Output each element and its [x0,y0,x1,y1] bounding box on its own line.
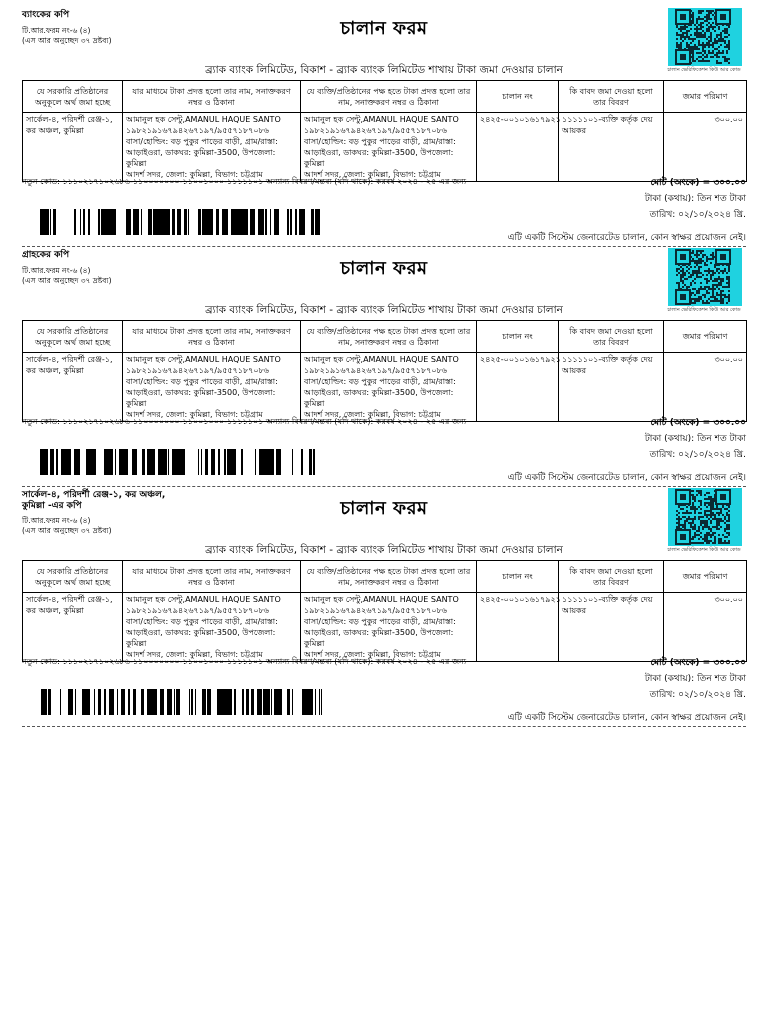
payer-address-1: বাসা/হোল্ডিং: বড় পুকুর পাড়ের বাড়ী, গ্রাম/রাস্তা: [304,617,456,626]
code-line: নতুন কোড: ১১১০২১৭১০২৬৮৬-১১০০০০০০০-১১০০১০০০-১১১১১০১ অন্যান্য বিবরণ/মন্তব্য (যদি থাকে): করবর্ষ ২০২৪ - ২৫ এর জন্য [22,657,467,666]
depositor-address-2: আড়াইওরা, ডাকঘর: কুমিল্লা-3500, উপজেলা: কুমিল্লা [126,388,276,408]
depositor-id: ১৯৮২১৯১৬৭৯৪২৬৭১৯৭/৯৫৫৭১৮৭০৮৬ [126,126,269,135]
header-institution: যে সরকারি প্রতিষ্ঠানের অনুকূলে অর্থ জমা হচ্ছে [23,81,123,113]
cell-on-behalf [301,353,477,422]
total-figures: মোট (অংকে) = ৩০০.০০ [650,658,746,668]
total-figures: মোট (অংকে) = ৩০০.০০ [650,418,746,428]
header-depositor: যার মাধ্যমে টাকা প্রদত্ত হলো তার নাম, সনাক্তকরণ নম্বর ও ঠিকানা [123,321,301,353]
copy-heading-line: ব্যাংকের কপি [22,10,70,20]
depositor-name: আমানুল হক সেন্টু,AMANUL HAQUE SANTO [126,115,281,124]
form-title: চালান ফরম [340,498,428,519]
challan-table [22,80,747,182]
header-challan-no: চালান নং [477,321,559,353]
form-number: টি.আর.ফরম নং-৬ (৪) [22,26,91,35]
rule-reference: (এস আর অনুচ্ছেদ ৩৭ দ্রষ্টব্য) [22,35,112,45]
rule-reference: (এস আর অনুচ্ছেদ ৩৭ দ্রষ্টব্য) [22,525,112,535]
qr-caption: চালান ভেরিফিকেশন কিউ আর কোড [667,67,741,73]
form-title: চালান ফরম [340,18,428,39]
header-purpose: কি বাবদ জমা দেওয়া হলো তার বিবরণ [559,561,664,593]
totals [645,175,746,223]
depositor-address-3: আদর্শ সদর, জেলা: কুমিল্লা, বিভাগ: চট্টগ্রাম [126,170,263,179]
cell-amount: ৩০০.০০ [664,353,747,422]
challan-date: তারিখ: ০২/১০/২০২৪ খ্রি. [649,450,746,460]
total-words: টাকা (কথায়): তিন শত টাকা [644,194,746,204]
cell-institution: সার্কেল-৪, পরিদর্শী রেঞ্জ-১, কর অঞ্চল, কুমিল্লা [23,353,123,422]
rule-reference: (এস আর অনুচ্ছেদ ৩৭ দ্রষ্টব্য) [22,275,112,285]
cell-depositor [123,593,301,662]
cell-purpose: ১১১১১০১-ব্যক্তি কর্তৃক দেয় আয়কর [559,593,664,662]
bank-line: ব্র্যাক ব্যাংক লিমিটেড, বিকাশ - ব্র্যাক ব্যাংক লিমিটেড শাখায় টাকা জমা দেওয়ার চালান [205,304,563,316]
depositor-address-2: আড়াইওরা, ডাকঘর: কুমিল্লা-3500, উপজেলা: কুমিল্লা [126,628,276,648]
payer-address-2: আড়াইওরা, ডাকঘর: কুমিল্লা-3500, উপজেলা: কুমিল্লা [304,628,454,648]
total-figures: মোট (অংকে) = ৩০০.০০ [650,178,746,188]
header-institution: যে সরকারি প্রতিষ্ঠানের অনুকূলে অর্থ জমা হচ্ছে [23,561,123,593]
depositor-address-1: বাসা/হোল্ডিং: বড় পুকুর পাড়ের বাড়ী, গ্রাম/রাস্তা: [126,617,278,626]
cell-challan-no: ২৪২৫-০০১০১৬১৭৯২১ [477,593,559,662]
table-row [23,113,747,182]
qr-code-icon [668,488,742,546]
payer-name: আমানুল হক সেন্টু,AMANUL HAQUE SANTO [304,595,459,604]
code-line: নতুন কোড: ১১১০২১৭১০২৬৮৬-১১০০০০০০০-১১০০১০০০-১১১১১০১ অন্যান্য বিবরণ/মন্তব্য (যদি থাকে): করবর্ষ ২০২৪ - ২৫ এর জন্য [22,417,467,426]
challan-table [22,320,747,422]
bank-line: ব্র্যাক ব্যাংক লিমিটেড, বিকাশ - ব্র্যাক ব্যাংক লিমিটেড শাখায় টাকা জমা দেওয়ার চালান [205,64,563,76]
cell-institution: সার্কেল-৪, পরিদর্শী রেঞ্জ-১, কর অঞ্চল, কুমিল্লা [23,593,123,662]
cut-line-divider [22,486,746,487]
total-words: টাকা (কথায়): তিন শত টাকা [644,674,746,684]
form-number: টি.আর.ফরম নং-৬ (৪) [22,516,91,525]
totals [645,655,746,703]
cell-purpose: ১১১১১০১-ব্যক্তি কর্তৃক দেয় আয়কর [559,113,664,182]
header-amount: জমার পরিমাণ [664,561,747,593]
barcode-icon [40,209,322,235]
copy-heading-line: কুমিল্লা -এর কপি [22,501,82,511]
table-row [23,593,747,662]
cell-purpose: ১১১১১০১-ব্যক্তি কর্তৃক দেয় আয়কর [559,353,664,422]
table-header-row [23,321,747,353]
barcode-icon [40,689,322,715]
payer-id: ১৯৮২১৯১৬৭৯৪২৬৭১৯৭/৯৫৫৭১৮৭০৮৬ [304,366,447,375]
challan-date: তারিখ: ০২/১০/২০২৪ খ্রি. [649,210,746,220]
table-header-row [23,561,747,593]
form-title: চালান ফরম [340,258,428,279]
header-purpose: কি বাবদ জমা দেওয়া হলো তার বিবরণ [559,81,664,113]
header-challan-no: চালান নং [477,561,559,593]
header-amount: জমার পরিমাণ [664,321,747,353]
depositor-address-3: আদর্শ সদর, জেলা: কুমিল্লা, বিভাগ: চট্টগ্রাম [126,410,263,419]
cell-on-behalf [301,593,477,662]
depositor-address-1: বাসা/হোল্ডিং: বড় পুকুর পাড়ের বাড়ী, গ্রাম/রাস্তা: [126,137,278,146]
qr-caption: চালান ভেরিফিকেশন কিউ আর কোড [667,307,741,313]
payer-address-1: বাসা/হোল্ডিং: বড় পুকুর পাড়ের বাড়ী, গ্রাম/রাস্তা: [304,137,456,146]
qr-code-icon [668,8,742,66]
system-note: এটি একটি সিস্টেম জেনারেটেড চালান, কোন স্বাক্ষর প্রয়োজন নেই। [507,713,746,723]
code-line: নতুন কোড: ১১১০২১৭১০২৬৮৬-১১০০০০০০০-১১০০১০০০-১১১১১০১ অন্যান্য বিবরণ/মন্তব্য (যদি থাকে): করবর্ষ ২০২৪ - ২৫ এর জন্য [22,177,467,186]
depositor-address-3: আদর্শ সদর, জেলা: কুমিল্লা, বিভাগ: চট্টগ্রাম [126,650,263,659]
challan-table [22,560,747,662]
depositor-name: আমানুল হক সেন্টু,AMANUL HAQUE SANTO [126,595,281,604]
header-depositor: যার মাধ্যমে টাকা প্রদত্ত হলো তার নাম, সনাক্তকরণ নম্বর ও ঠিকানা [123,81,301,113]
cut-line-divider [22,246,746,247]
payer-id: ১৯৮২১৯১৬৭৯৪২৬৭১৯৭/৯৫৫৭১৮৭০৮৬ [304,126,447,135]
cell-on-behalf [301,113,477,182]
cell-challan-no: ২৪২৫-০০১০১৬১৭৯২১ [477,353,559,422]
cell-institution: সার্কেল-৪, পরিদর্শী রেঞ্জ-১, কর অঞ্চল, কুমিল্লা [23,113,123,182]
qr-caption: চালান ভেরিফিকেশন কিউ আর কোড [667,547,741,553]
depositor-address-2: আড়াইওরা, ডাকঘর: কুমিল্লা-3500, উপজেলা: কুমিল্লা [126,148,276,168]
header-amount: জমার পরিমাণ [664,81,747,113]
barcode-icon [40,449,322,475]
payer-address-1: বাসা/হোল্ডিং: বড় পুকুর পাড়ের বাড়ী, গ্রাম/রাস্তা: [304,377,456,386]
cell-depositor [123,113,301,182]
payer-address-3: আদর্শ সদর, জেলা: কুমিল্লা, বিভাগ: চট্টগ্রাম [304,410,441,419]
header-depositor: যার মাধ্যমে টাকা প্রদত্ত হলো তার নাম, সনাক্তকরণ নম্বর ও ঠিকানা [123,561,301,593]
header-purpose: কি বাবদ জমা দেওয়া হলো তার বিবরণ [559,321,664,353]
payer-id: ১৯৮২১৯১৬৭৯৪২৬৭১৯৭/৯৫৫৭১৮৭০৮৬ [304,606,447,615]
cell-amount: ৩০০.০০ [664,113,747,182]
challan-date: তারিখ: ০২/১০/২০২৪ খ্রি. [649,690,746,700]
header-on-behalf: যে ব্যক্তি/প্রতিষ্ঠানের পক্ষ হতে টাকা প্রদত্ত হলো তার নাম, সনাক্তকরণ নম্বর ও ঠিকানা [301,321,477,353]
depositor-name: আমানুল হক সেন্টু,AMANUL HAQUE SANTO [126,355,281,364]
copy-heading-line: সার্কেল-৪, পরিদর্শী রেঞ্জ-১, কর অঞ্চল, [22,490,166,500]
qr-code-icon [668,248,742,306]
cut-line-divider [22,726,746,727]
system-note: এটি একটি সিস্টেম জেনারেটেড চালান, কোন স্বাক্ষর প্রয়োজন নেই। [507,233,746,243]
payer-address-2: আড়াইওরা, ডাকঘর: কুমিল্লা-3500, উপজেলা: কুমিল্লা [304,388,454,408]
table-row [23,353,747,422]
header-institution: যে সরকারি প্রতিষ্ঠানের অনুকূলে অর্থ জমা হচ্ছে [23,321,123,353]
table-header-row [23,81,747,113]
total-words: টাকা (কথায়): তিন শত টাকা [644,434,746,444]
payer-name: আমানুল হক সেন্টু,AMANUL HAQUE SANTO [304,355,459,364]
payer-name: আমানুল হক সেন্টু,AMANUL HAQUE SANTO [304,115,459,124]
payer-address-2: আড়াইওরা, ডাকঘর: কুমিল্লা-3500, উপজেলা: কুমিল্লা [304,148,454,168]
header-on-behalf: যে ব্যক্তি/প্রতিষ্ঠানের পক্ষ হতে টাকা প্রদত্ত হলো তার নাম, সনাক্তকরণ নম্বর ও ঠিকানা [301,81,477,113]
form-number: টি.আর.ফরম নং-৬ (৪) [22,266,91,275]
header-on-behalf: যে ব্যক্তি/প্রতিষ্ঠানের পক্ষ হতে টাকা প্রদত্ত হলো তার নাম, সনাক্তকরণ নম্বর ও ঠিকানা [301,561,477,593]
payer-address-3: আদর্শ সদর, জেলা: কুমিল্লা, বিভাগ: চট্টগ্রাম [304,650,441,659]
depositor-id: ১৯৮২১৯১৬৭৯৪২৬৭১৯৭/৯৫৫৭১৮৭০৮৬ [126,366,269,375]
copy-heading-line: গ্রাহকের কপি [22,250,70,260]
payer-address-3: আদর্শ সদর, জেলা: কুমিল্লা, বিভাগ: চট্টগ্রাম [304,170,441,179]
depositor-address-1: বাসা/হোল্ডিং: বড় পুকুর পাড়ের বাড়ী, গ্রাম/রাস্তা: [126,377,278,386]
system-note: এটি একটি সিস্টেম জেনারেটেড চালান, কোন স্বাক্ষর প্রয়োজন নেই। [507,473,746,483]
cell-challan-no: ২৪২৫-০০১০১৬১৭৯২১ [477,113,559,182]
totals [645,415,746,463]
cell-depositor [123,353,301,422]
depositor-id: ১৯৮২১৯১৬৭৯৪২৬৭১৯৭/৯৫৫৭১৮৭০৮৬ [126,606,269,615]
bank-line: ব্র্যাক ব্যাংক লিমিটেড, বিকাশ - ব্র্যাক ব্যাংক লিমিটেড শাখায় টাকা জমা দেওয়ার চালান [205,544,563,556]
cell-amount: ৩০০.০০ [664,593,747,662]
header-challan-no: চালান নং [477,81,559,113]
